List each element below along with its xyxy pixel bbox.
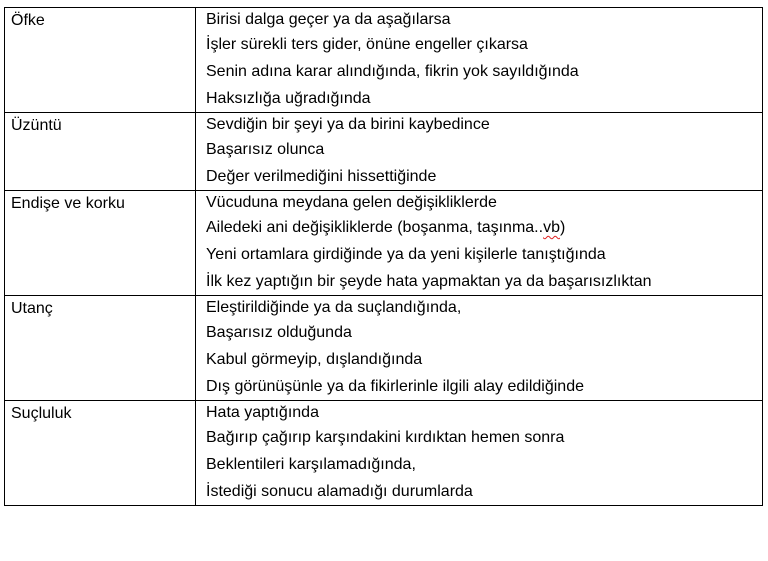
situations-cell — [196, 8, 763, 113]
situation-item: Hata yaptığında — [206, 404, 319, 421]
situation-item: İşler sürekli ters gider, önüne engeller çıkarsa — [206, 36, 528, 53]
spellcheck-marked-word: vb — [543, 219, 560, 236]
situation-text: Ailedeki ani değişikliklerde (boşanma, taşınma.. — [206, 219, 544, 236]
emotions-table — [4, 7, 763, 506]
situation-item: Dış görünüşünle ya da fikirlerinle ilgili alay edildiğinde — [206, 378, 584, 395]
emotion-cell — [5, 401, 196, 506]
emotion-name: Utanç — [11, 300, 53, 317]
situations-cell — [196, 113, 763, 191]
emotion-name: Öfke — [11, 12, 45, 29]
emotion-cell — [5, 113, 196, 191]
situation-item: Eleştirildiğinde ya da suçlandığında, — [206, 299, 462, 316]
situations-cell — [196, 401, 763, 506]
situation-item: Senin adına karar alındığında, fikrin yok sayıldığında — [206, 63, 579, 80]
situation-item: Beklentileri karşılamadığında, — [206, 456, 416, 473]
situations-cell — [196, 191, 763, 296]
situation-item: Haksızlığa uğradığında — [206, 90, 371, 107]
situations-cell — [196, 296, 763, 401]
emotion-name: Üzüntü — [11, 117, 62, 134]
situation-item: Yeni ortamlara girdiğinde ya da yeni kişilerle tanıştığında — [206, 246, 606, 263]
table-row-ofke — [5, 8, 763, 113]
situation-item: Başarısız olunca — [206, 141, 325, 158]
situation-item: İstediği sonucu alamadığı durumlarda — [206, 483, 473, 500]
situation-item: Değer verilmediğini hissettiğinde — [206, 168, 437, 185]
situation-item: Sevdiğin bir şeyi ya da birini kaybedince — [206, 116, 490, 133]
situation-item — [206, 214, 762, 241]
table-row-utanc — [5, 296, 763, 401]
situation-text-end: ) — [559, 219, 566, 236]
situation-item: Bağırıp çağırıp karşındakini kırdıktan hemen sonra — [206, 429, 565, 446]
situation-item: Kabul görmeyip, dışlandığında — [206, 351, 423, 368]
situation-item: Vücuduna meydana gelen değişikliklerde — [206, 194, 497, 211]
table-row-endise-ve-korku — [5, 191, 763, 296]
emotion-name: Endişe ve korku — [11, 195, 125, 212]
emotion-cell — [5, 296, 196, 401]
situation-item: Başarısız olduğunda — [206, 324, 352, 341]
emotion-cell — [5, 8, 196, 113]
table-row-sucluluk — [5, 401, 763, 506]
emotion-cell — [5, 191, 196, 296]
situation-item: İlk kez yaptığın bir şeyde hata yapmaktan ya da başarısızlıktan — [206, 273, 652, 290]
table-row-uzuntu — [5, 113, 763, 191]
emotion-name: Suçluluk — [11, 405, 72, 422]
situation-item: Birisi dalga geçer ya da aşağılarsa — [206, 11, 451, 28]
